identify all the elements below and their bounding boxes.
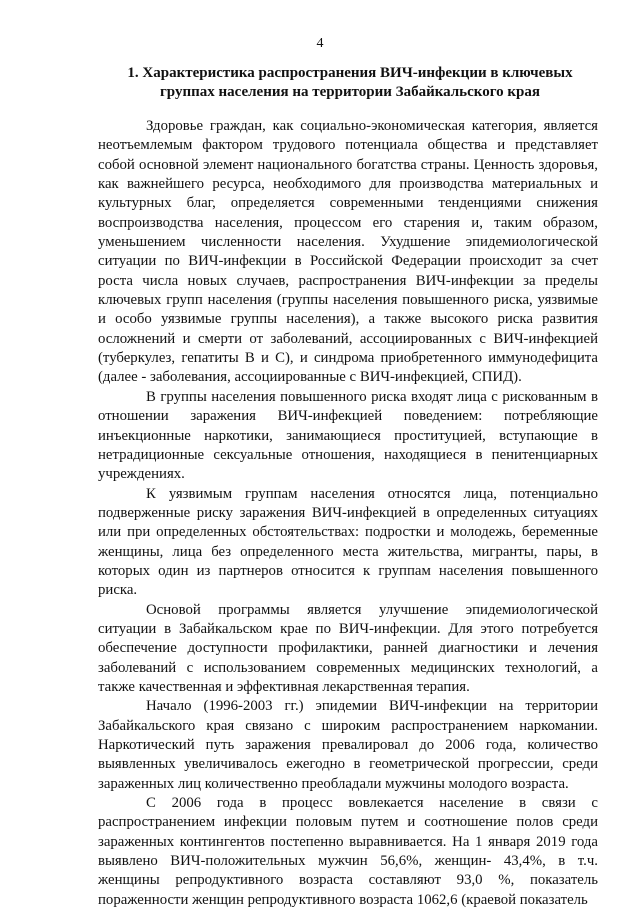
paragraph: Здоровье граждан, как социально-экономическая категория, является неотъемлемым фактором трудового потенциала общества и представляет собой основной элемент национального богатства страны. Ценность здоровья, как важнейшего ресурса, необходимого для производства материальных и культурных благ, определяется современными тенденциями снижения воспроизводства населения, процессом его старения и, таким образом, уменьшением численности населения. Ухудшение эпидемиологической ситуации по ВИЧ-инфекции в Российской Федерации происходит за счет роста числа новых случаев, распространения ВИЧ-инфекции за пределы ключевых групп населения (группы населения повышенного риска, уязвимые и особо уязвимые группы населения), а также высокого риска развития осложнений и смерти от заболеваний, ассоциированных с ВИЧ-инфекцией (туберкулез, гепатиты В и С), и синдрома приобретенного иммунодефицита (далее - заболевания, ассоциированные с ВИЧ-инфекцией, СПИД).	[98, 118, 598, 386]
body-text	[98, 117, 598, 910]
paragraph: К уязвимым группам населения относятся лица, потенциально подверженные риску заражения ВИЧ-инфекцией в определенных ситуациях или при определенных обстоятельствах: подростки и молодежь, беременные женщины, лица без определенного места жительства, мигранты, пары, в которых один из партнеров относится к группам населения повышенного риска.	[98, 485, 598, 599]
paragraph: Основой программы является улучшение эпидемиологической ситуации в Забайкальском крае по ВИЧ-инфекции. Для этого потребуется обеспечение доступности профилактики, ранней диагностики и лечения заболеваний с использованием современных медицинских технологий, а также качественная и эффективная лекарственная терапия.	[98, 601, 598, 695]
paragraph: С 2006 года в процесс вовлекается население в связи с распространением инфекции половым путем и соотношение полов среди зараженных контингентов постепенно выравнивается. На 1 января 2019 года выявлено ВИЧ-положительных мужчин 56,6%, женщин- 43,4%, в т.ч. женщины репродуктивного возраста составляют 93,0 %, показатель пораженности женщин репродуктивного возраста 1062,6 (краевой показатель	[98, 795, 598, 908]
paragraph: Начало (1996-2003 гг.) эпидемии ВИЧ-инфекции на территории Забайкальского края связано с широким распространением наркомании. Наркотический путь заражения превалировал до 2006 года, количество выявленных увеличивалось ежегодно в геометрической прогрессии, среди зараженных лиц количественно преобладали мужчины молодого возраста.	[98, 698, 598, 792]
section-heading: 1. Характеристика распространения ВИЧ-инфекции в ключевых группах населения на территории Забайкальского края	[127, 65, 573, 100]
paragraph: В группы населения повышенного риска входят лица с рискованным в отношении заражения ВИЧ-инфекцией поведением: потребляющие инъекционные наркотики, занимающиеся проституцией, вступающие в нетрадиционные сексуальные отношения, находящиеся в пенитенциарных учреждениях.	[98, 388, 598, 483]
page-number: 4	[316, 36, 324, 51]
